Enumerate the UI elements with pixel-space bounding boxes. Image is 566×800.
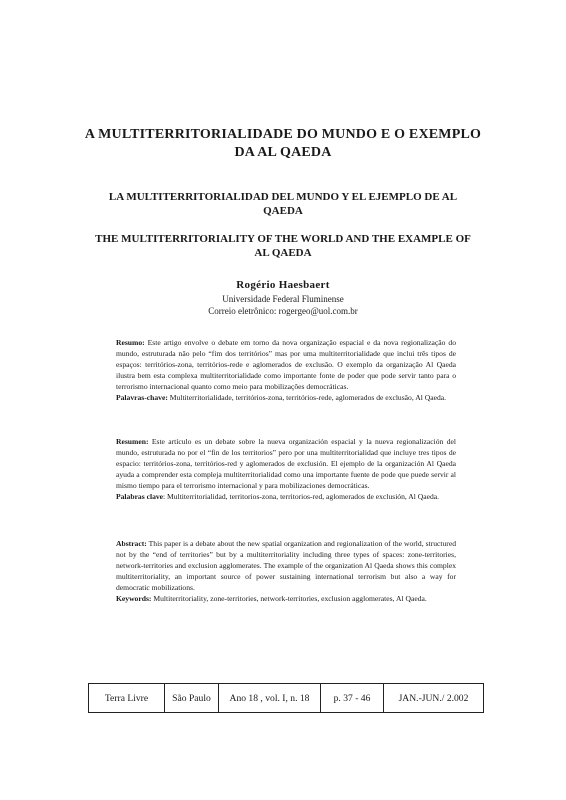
author-name: Rogério Haesbaert bbox=[236, 279, 330, 291]
abstract-body: This paper is a debate about the new spatial organization and regionalization of the world, structured not by the “end of territories” but by a multiterritoriality including three types of spaces: zone-territories, network-territories and exclusion agglomerates. The example of the organization Al Qaeda shows this complex multiterritoriality, an important source of power sustaining international terrorism but also a way for democratic mobilizations. bbox=[116, 539, 456, 593]
journal-date: JAN.-JUN./ 2.002 bbox=[398, 692, 469, 704]
keywords bbox=[116, 593, 456, 604]
paper-title: A MULTITERRITORIALIDADE DO MUNDO E O EXEMPLO DA AL QAEDA bbox=[84, 127, 482, 160]
abstract-body: Este artigo envolve o debate em torno da nova organização espacial e da nova regionalização do mundo, estruturada não pelo “fim dos territórios” mas por uma multiterritorialidade que inclui três tipos de espaços: territórios-zona, territórios-rede e aglomerados de exclusão. O exemplo da organização Al Qaeda ilustra bem esta complexa multiterritorialidade como importante fonte de poder que pode servir tanto para o terrorismo internacional quanto como meio para mobilizações democráticas. bbox=[116, 338, 456, 392]
abstract-text bbox=[116, 337, 456, 392]
paper-title-english: THE MULTITERRITORIALITY OF THE WORLD AND THE EXAMPLE OF AL QAEDA bbox=[95, 233, 471, 259]
abstract-label: Abstract: bbox=[116, 539, 147, 548]
abstract-label: Resumen: bbox=[116, 437, 149, 446]
abstract-text bbox=[116, 538, 456, 593]
keywords bbox=[116, 392, 456, 403]
journal-city: São Paulo bbox=[165, 684, 219, 712]
journal-volume: Ano 18 , vol. I, n. 18 bbox=[219, 684, 321, 712]
keywords-body: Multiterritoriality, zone-territories, network-territories, exclusion agglomerates, Al Qaeda. bbox=[151, 594, 427, 604]
author-email: Correio eletrônico: rogergeo@uol.com.br bbox=[208, 306, 358, 316]
keywords-body: Multiterritorialidade, territórios-zona, territórios-rede, aglomerados de exclusão, Al Qaeda. bbox=[167, 393, 447, 403]
abstract-portuguese bbox=[116, 337, 456, 404]
abstract-english bbox=[116, 538, 456, 605]
abstract-label: Resumo: bbox=[116, 338, 145, 347]
keywords-label: Palavras-chave: bbox=[116, 393, 168, 403]
keywords bbox=[116, 491, 456, 502]
paper-title-spanish: LA MULTITERRITORIALIDAD DEL MUNDO Y EL EJEMPLO DE AL QAEDA bbox=[108, 191, 458, 217]
abstract-spanish bbox=[116, 436, 456, 503]
abstract-text bbox=[116, 436, 456, 491]
keywords-label: Palabras clave bbox=[116, 492, 164, 502]
keywords-body: : Multiterritorialidad, territorios-zona, territorios-red, aglomerados de exclusión, Al Qaeda. bbox=[163, 492, 440, 502]
journal-pages: p. 37 - 46 bbox=[321, 684, 384, 712]
journal-name: Terra Livre bbox=[89, 684, 165, 712]
abstract-body: Este artículo es un debate sobre la nueva organización espacial y la nueva regionalización del mundo, estruturada no por el “fin de los territorios” pero por una multiterritorialidad que incluye tres tipos de espacio: territórios-zona, territórios-red y aglomerados de exclusión. El ejemplo de la organización Al Qaeda ayuda a comprender esta compleja multiterritorialidad como una importante fuente de pode que puede servir al mismo tiempo para el terrorismo internacional y para mobilizaciones democráticas. bbox=[116, 437, 456, 491]
keywords-label: Keywords: bbox=[116, 594, 152, 604]
author-institution: Universidade Federal Fluminense bbox=[222, 294, 344, 304]
journal-info-table bbox=[88, 683, 484, 713]
